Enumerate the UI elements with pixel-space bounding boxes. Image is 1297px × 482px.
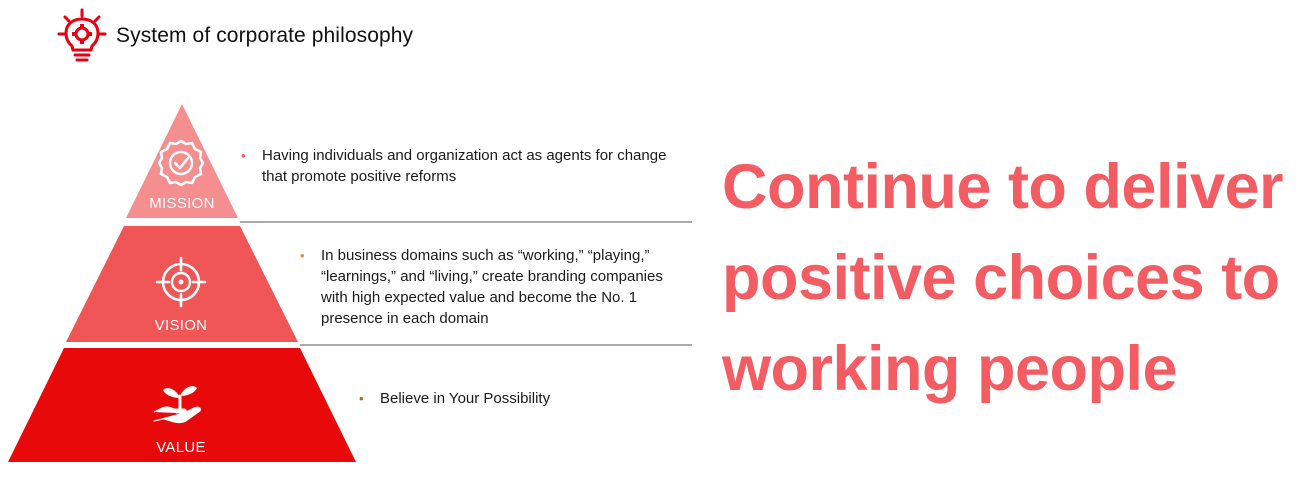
mission-statement xyxy=(241,145,682,187)
page-title: System of corporate philosophy xyxy=(116,24,414,47)
vision-text: In business domains such as “working,” “playing,” “learnings,” and “living,” create branding companies with high expected value and become the No. 1 presence in each domain xyxy=(321,247,663,327)
mission-label: MISSION xyxy=(149,195,215,212)
value-text: Believe in Your Possibility xyxy=(380,390,551,407)
value-label: VALUE xyxy=(156,439,206,456)
headline xyxy=(722,142,1297,415)
bullet-dot: • xyxy=(359,391,364,406)
bullet-dot: • xyxy=(300,248,305,263)
headline-line-2: positive choices to xyxy=(722,243,1280,313)
headline-line-1: Continue to deliver xyxy=(722,152,1284,222)
headline-line-3: working people xyxy=(722,334,1178,404)
value-statement xyxy=(359,388,680,409)
mission-text: Having individuals and organization act as agents for change that promote positive reforms xyxy=(262,147,667,185)
vision-label: VISION xyxy=(154,317,208,334)
bullet-dot: • xyxy=(241,148,246,163)
vision-statement xyxy=(300,245,681,329)
